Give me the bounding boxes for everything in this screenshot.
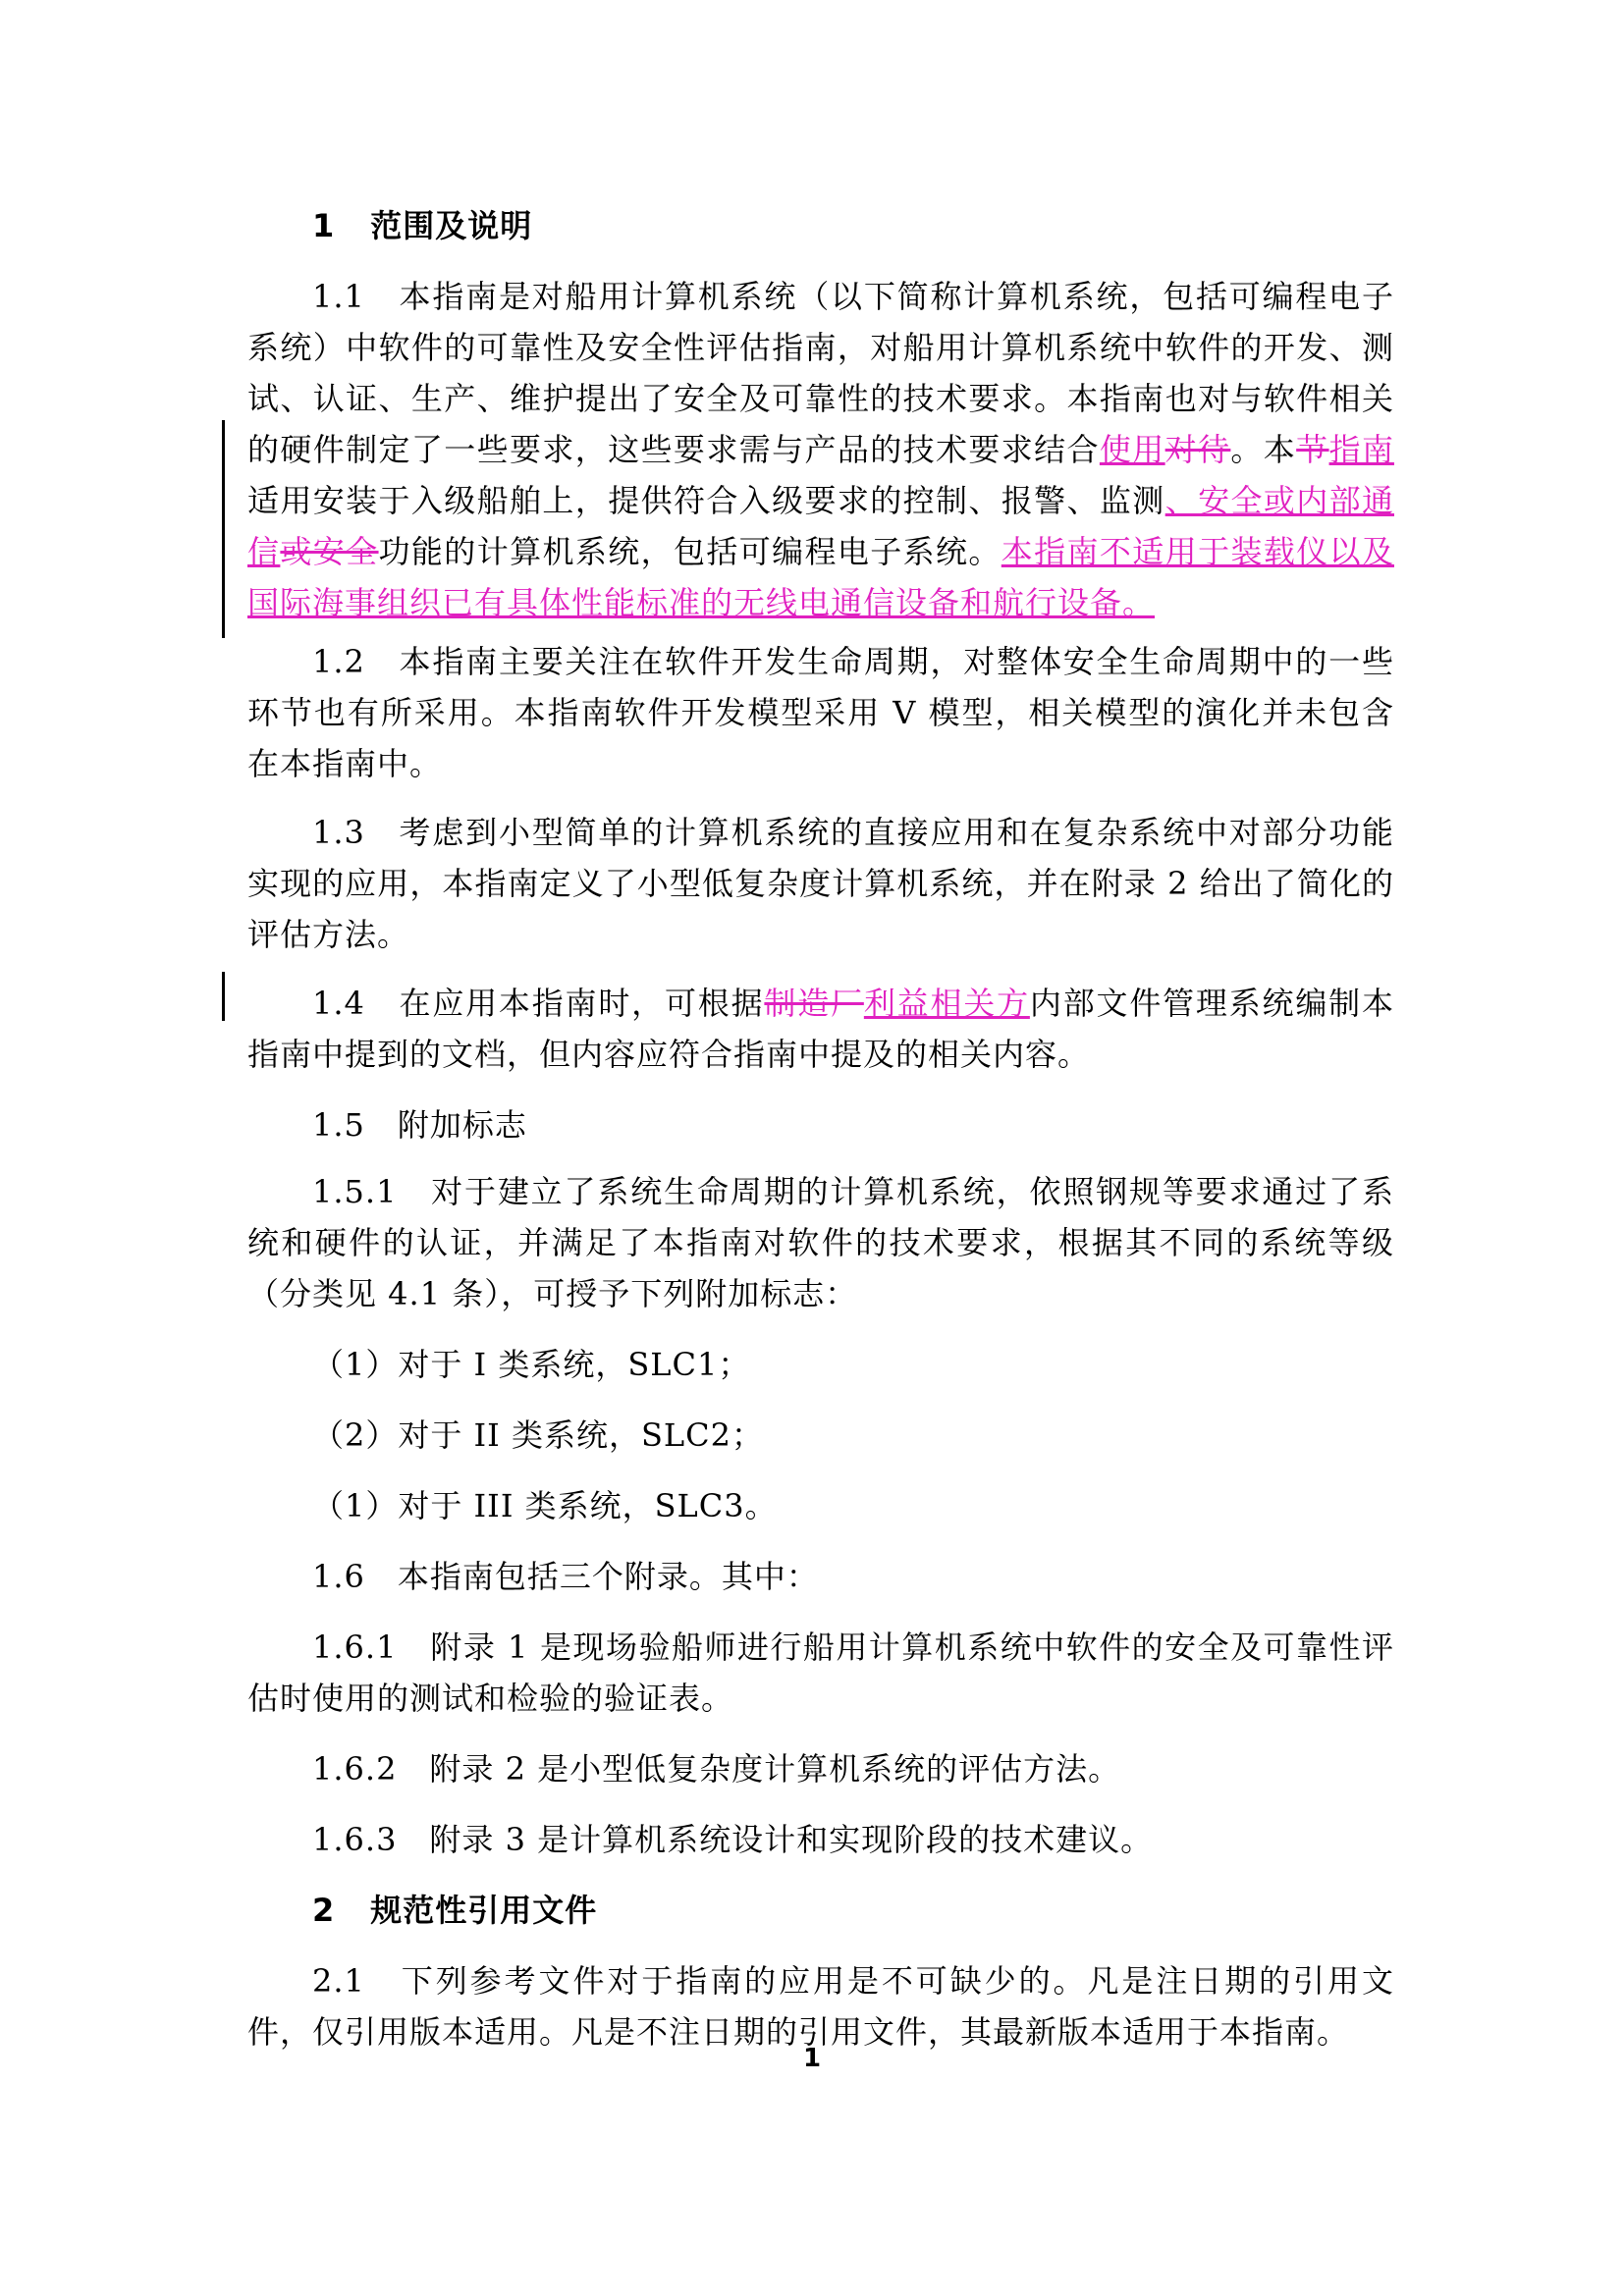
paragraph-text: 适用安装于入级船舶上，提供符合入级要求的控制、报警、监测 bbox=[247, 482, 1165, 519]
paragraph-1-5: 1.5 附加标志 bbox=[312, 1106, 527, 1144]
inserted-text: 、安全或内部通信 bbox=[247, 482, 1394, 570]
inserted-text: 本指南不适用于装载仪以及国际海事组织已有具体性能标准的无线电通信设备和航行设备。 bbox=[247, 533, 1394, 621]
paragraph-text: 1.4 在应用本指南时，可根据 bbox=[312, 985, 765, 1022]
paragraph-1-6-2: 1.6.2 附录 2 是小型低复杂度计算机系统的评估方法。 bbox=[312, 1750, 1121, 1788]
paragraph-2-1: 2.1 下列参考文件对于指南的应用是不可缺少的。凡是注日期的引用文件，仅引用版本适用。凡是不注日期的引用文件，其最新版本适用于本指南。 bbox=[247, 1962, 1394, 2051]
deleted-text: 或安全 bbox=[280, 533, 379, 570]
page-number: 1 bbox=[802, 2044, 822, 2073]
inserted-text: 指南 bbox=[1328, 431, 1394, 468]
list-item-slc2: （2）对于 II 类系统，SLC2； bbox=[312, 1416, 765, 1454]
section-title: 规范性引用文件 bbox=[370, 1892, 598, 1929]
list-item-slc3: （1）对于 III 类系统，SLC3。 bbox=[312, 1487, 778, 1524]
deleted-text: 对待 bbox=[1164, 431, 1231, 468]
paragraph-1-4 bbox=[247, 978, 1394, 1080]
paragraph-text: 内部文件管理系统编制本指南中提到的文档，但内容应符合指南中提及的相关内容。 bbox=[247, 985, 1394, 1073]
deleted-text: 节 bbox=[1296, 431, 1329, 468]
paragraph-1-3: 1.3 考虑到小型简单的计算机系统的直接应用和在复杂系统中对部分功能实现的应用，本指南定义了小型低复杂度计算机系统，并在附录 2 给出了简化的评估方法。 bbox=[247, 814, 1394, 953]
paragraph-1-5-1: 1.5.1 对于建立了系统生命周期的计算机系统，依照钢规等要求通过了系统和硬件的认证，并满足了本指南对软件的技术要求，根据其不同的系统等级（分类见 4.1 条），可授予下列附加标志： bbox=[247, 1173, 1394, 1312]
deleted-text: 制造厂 bbox=[764, 985, 864, 1022]
paragraph-text: 功能的计算机系统，包括可编程电子系统。 bbox=[378, 533, 1001, 570]
paragraph-1-6-3: 1.6.3 附录 3 是计算机系统设计和实现阶段的技术建议。 bbox=[312, 1821, 1154, 1858]
section-title: 范围及说明 bbox=[370, 207, 533, 244]
paragraph-1-6-1: 1.6.1 附录 1 是现场验船师进行船用计算机系统中软件的安全及可靠性评估时使用的测试和检验的验证表。 bbox=[247, 1629, 1394, 1717]
paragraph-text: 。本 bbox=[1230, 431, 1297, 468]
inserted-text: 利益相关方 bbox=[863, 985, 1030, 1022]
paragraph-1-1 bbox=[247, 271, 1394, 628]
list-item-slc1: （1）对于 I 类系统，SLC1； bbox=[312, 1346, 751, 1383]
section-2-heading bbox=[312, 1885, 1459, 1936]
section-number: 1 bbox=[312, 207, 336, 244]
section-1-heading bbox=[312, 200, 1459, 251]
paragraph-text: 1.1 本指南是对船用计算机系统（以下简称计算机系统，包括可编程电子系统）中软件的可靠性及安全性评估指南，对船用计算机系统中软件的开发、测试、认证、生产、维护提出了安全及可靠性的技术要求。本指南也对与软件相关的硬件制定了一些要求，这些要求需与产品的技术要求结合 bbox=[247, 278, 1394, 468]
section-number: 2 bbox=[312, 1892, 336, 1929]
revision-change-bar bbox=[222, 972, 225, 1021]
inserted-text: 使用 bbox=[1099, 431, 1165, 468]
paragraph-1-6: 1.6 本指南包括三个附录。其中： bbox=[312, 1558, 819, 1595]
revision-change-bar bbox=[222, 420, 225, 638]
paragraph-1-2: 1.2 本指南主要关注在软件开发生命周期，对整体安全生命周期中的一些环节也有所采用。本指南软件开发模型采用 V 模型，相关模型的演化并未包含在本指南中。 bbox=[247, 643, 1394, 782]
